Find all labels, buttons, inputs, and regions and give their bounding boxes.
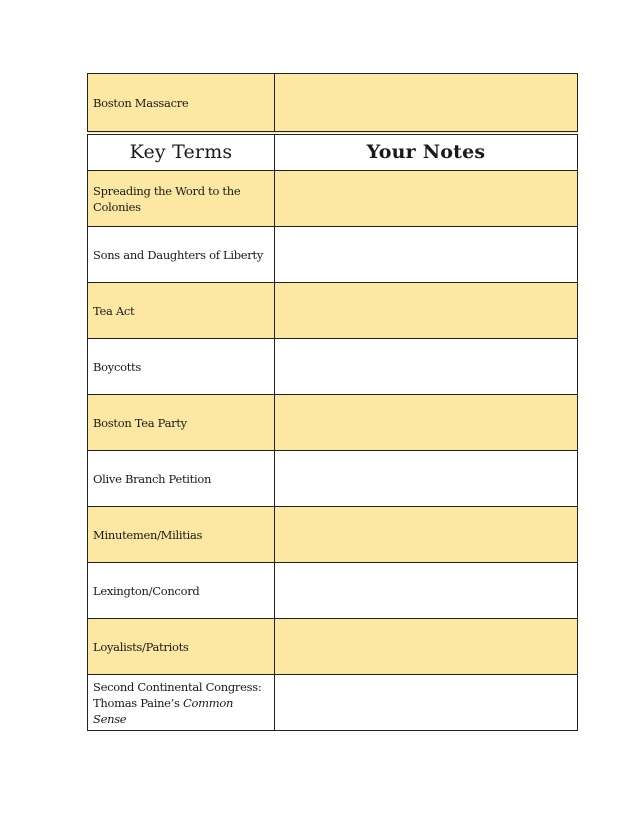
notes-cell[interactable]	[275, 339, 578, 395]
notes-cell[interactable]	[275, 227, 578, 283]
table-row-second-continental-congress	[88, 675, 578, 731]
term-cell: Second Continental Congress: Thomas Paine’s Common Sense	[88, 675, 275, 731]
term-cell: Tea Act	[88, 283, 275, 339]
term-cell: Sons and Daughters of Liberty	[88, 227, 275, 283]
notes-cell[interactable]	[275, 619, 578, 675]
notes-cell[interactable]	[275, 563, 578, 619]
notes-cell[interactable]	[275, 283, 578, 339]
notes-cell[interactable]	[275, 451, 578, 507]
table-row	[88, 619, 578, 675]
notes-cell[interactable]	[275, 675, 578, 731]
table-row	[88, 171, 578, 227]
term-cell: Lexington/Concord	[88, 563, 275, 619]
notes-cell[interactable]	[275, 171, 578, 227]
term-cell: Boycotts	[88, 339, 275, 395]
notes-cell[interactable]	[275, 395, 578, 451]
table-row	[88, 451, 578, 507]
term-cell: Boston Massacre	[88, 74, 275, 134]
notes-cell[interactable]	[275, 507, 578, 563]
notes-cell[interactable]	[275, 74, 578, 134]
key-terms-header: Key Terms	[88, 133, 275, 171]
term-cell: Boston Tea Party	[88, 395, 275, 451]
table-row	[88, 563, 578, 619]
table-row-boston-massacre	[88, 74, 578, 134]
term-cell: Spreading the Word to the Colonies	[88, 171, 275, 227]
table-row	[88, 395, 578, 451]
table-row	[88, 283, 578, 339]
term-cell: Olive Branch Petition	[88, 451, 275, 507]
table-header-row	[88, 133, 578, 171]
table-row	[88, 339, 578, 395]
notes-table	[87, 73, 578, 731]
table-row	[88, 507, 578, 563]
term-cell: Minutemen/Militias	[88, 507, 275, 563]
table-row	[88, 227, 578, 283]
term-cell: Loyalists/Patriots	[88, 619, 275, 675]
book-title: Common Sense	[93, 695, 234, 726]
your-notes-header: Your Notes	[275, 133, 578, 171]
